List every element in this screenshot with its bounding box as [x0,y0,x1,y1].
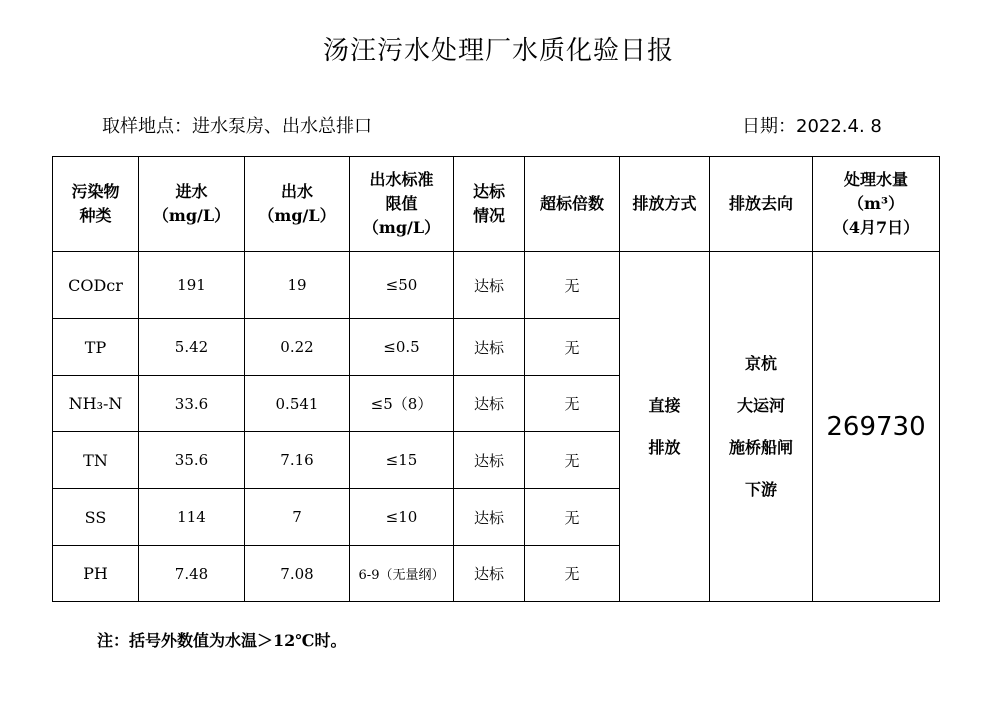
inflow-cell: 5.42 [139,319,245,376]
pollutant-cell: CODcr [53,252,139,319]
inflow-cell: 191 [139,252,245,319]
table-row [53,252,940,319]
water-quality-table [52,156,940,602]
outflow-cell: 7 [245,489,350,546]
report-title: 汤汪污水处理厂水质化验日报 [322,36,674,66]
header-row [53,157,940,252]
standard-cell: 6-9（无量纲） [350,546,454,602]
outflow-cell: 0.22 [245,319,350,376]
exceed-cell: 无 [525,489,620,546]
volume-cell: 269730 [813,252,940,602]
exceed-cell: 无 [525,319,620,376]
standard-cell: ≤15 [350,432,454,489]
discharge-destination-cell: 京杭 大运河 施桥船闸 下游 [710,252,813,602]
standard-cell: ≤10 [350,489,454,546]
header-discharge-destination: 排放去向 [710,157,813,252]
pollutant-cell: PH [53,546,139,602]
inflow-cell: 7.48 [139,546,245,602]
header-compliance: 达标 情况 [454,157,525,252]
sampling-location: 取样地点：进水泵房、出水总排口 [102,116,372,137]
pollutant-cell: TP [53,319,139,376]
outflow-cell: 19 [245,252,350,319]
compliance-cell: 达标 [454,432,525,489]
standard-cell: ≤0.5 [350,319,454,376]
discharge-method-cell: 直接 排放 [620,252,710,602]
header-standard: 出水标准 限值 （mg/L） [350,157,454,252]
header-inflow: 进水 （mg/L） [139,157,245,252]
header-pollutant: 污染物 种类 [53,157,139,252]
outflow-cell: 0.541 [245,376,350,432]
standard-cell: ≤5（8） [350,376,454,432]
compliance-cell: 达标 [454,546,525,602]
compliance-cell: 达标 [454,489,525,546]
outflow-cell: 7.16 [245,432,350,489]
footnote: 注：括号外数值为水温＞12℃时。 [97,631,347,650]
compliance-cell: 达标 [454,376,525,432]
compliance-cell: 达标 [454,319,525,376]
inflow-cell: 33.6 [139,376,245,432]
standard-cell: ≤50 [350,252,454,319]
inflow-cell: 114 [139,489,245,546]
exceed-cell: 无 [525,376,620,432]
inflow-cell: 35.6 [139,432,245,489]
report-date: 日期：2022.4. 8 [742,116,882,137]
exceed-cell: 无 [525,546,620,602]
header-exceed: 超标倍数 [525,157,620,252]
header-discharge-method: 排放方式 [620,157,710,252]
exceed-cell: 无 [525,432,620,489]
outflow-cell: 7.08 [245,546,350,602]
pollutant-cell: TN [53,432,139,489]
header-volume: 处理水量 （m³） （4月7日） [813,157,940,252]
compliance-cell: 达标 [454,252,525,319]
pollutant-cell: SS [53,489,139,546]
exceed-cell: 无 [525,252,620,319]
pollutant-cell: NH₃-N [53,376,139,432]
header-outflow: 出水 （mg/L） [245,157,350,252]
